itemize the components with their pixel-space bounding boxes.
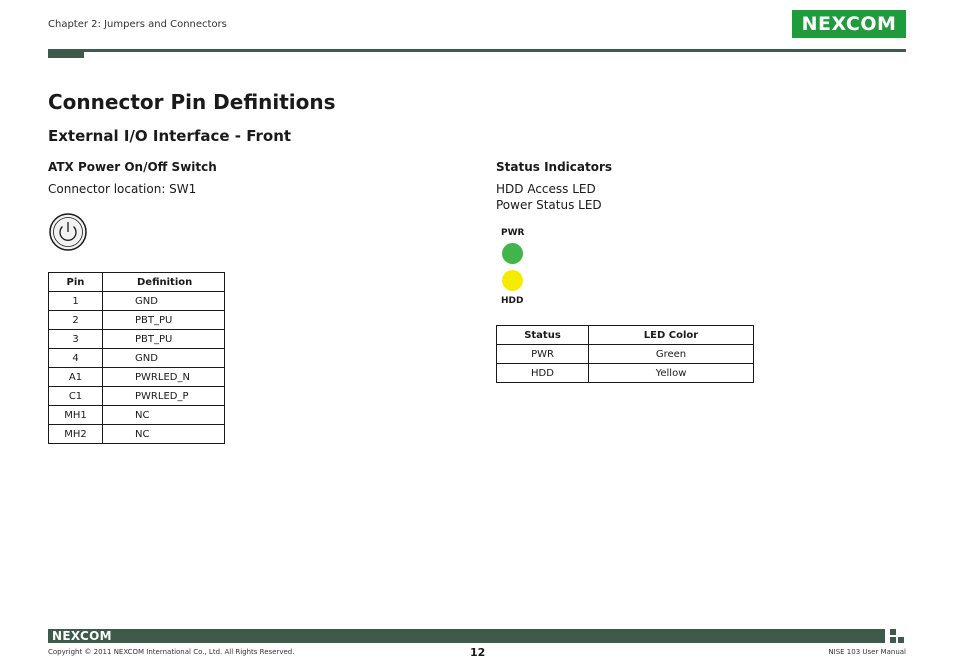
led-color-column-header: LED Color	[589, 326, 754, 345]
table-row	[49, 330, 225, 349]
pin-cell: A1	[49, 368, 103, 387]
table-row	[49, 368, 225, 387]
atx-switch-heading: ATX Power On/Off Switch	[48, 160, 217, 174]
chapter-heading: Chapter 2: Jumpers and Connectors	[48, 19, 227, 30]
table-row	[49, 425, 225, 444]
led-color-cell: Green	[589, 345, 754, 364]
table-row	[49, 349, 225, 368]
status-cell: PWR	[497, 345, 589, 364]
hdd-access-led-text: HDD Access LED	[496, 182, 596, 196]
header-divider	[48, 49, 906, 52]
table-row	[49, 311, 225, 330]
pin-column-header: Pin	[49, 273, 103, 292]
pin-cell: MH2	[49, 425, 103, 444]
status-indicators-heading: Status Indicators	[496, 160, 613, 174]
table-row	[497, 345, 754, 364]
pin-cell: MH1	[49, 406, 103, 425]
nexcom-logo	[792, 10, 906, 38]
footer-bar	[48, 629, 885, 643]
power-status-led-text: Power Status LED	[496, 198, 602, 212]
footer-squares-icon	[890, 629, 906, 643]
definition-cell: PBT_PU	[103, 311, 225, 330]
table-header-row	[49, 273, 225, 292]
definition-cell: PWRLED_N	[103, 368, 225, 387]
section-title: External I/O Interface - Front	[48, 127, 292, 145]
definition-cell: PWRLED_P	[103, 387, 225, 406]
copyright-text: Copyright © 2011 NEXCOM International Co., Ltd. All Rights Reserved.	[48, 648, 295, 656]
logo-text: NEXCOM	[801, 13, 897, 35]
pin-cell: 2	[49, 311, 103, 330]
definition-cell: GND	[103, 292, 225, 311]
pin-definition-table	[48, 272, 225, 444]
header-accent-block	[48, 49, 84, 58]
table-row	[49, 406, 225, 425]
hdd-led-label: HDD	[501, 296, 524, 306]
table-row	[49, 387, 225, 406]
pwr-led-label: PWR	[501, 228, 525, 238]
pin-cell: 1	[49, 292, 103, 311]
power-icon	[48, 212, 88, 252]
page-title: Connector Pin Definitions	[48, 90, 336, 114]
table-row	[49, 292, 225, 311]
definition-cell: NC	[103, 406, 225, 425]
manual-name: NISE 103 User Manual	[828, 648, 906, 656]
table-row	[497, 364, 754, 383]
hdd-led-indicator	[502, 270, 523, 291]
pwr-led-indicator	[502, 243, 523, 264]
status-column-header: Status	[497, 326, 589, 345]
footer-logo: NEXCOM	[52, 629, 112, 643]
status-cell: HDD	[497, 364, 589, 383]
page-number: 12	[470, 646, 486, 659]
definition-cell: PBT_PU	[103, 330, 225, 349]
pin-cell: C1	[49, 387, 103, 406]
connector-location: Connector location: SW1	[48, 182, 197, 196]
led-color-cell: Yellow	[589, 364, 754, 383]
pin-cell: 3	[49, 330, 103, 349]
pin-cell: 4	[49, 349, 103, 368]
led-status-table	[496, 325, 754, 383]
table-header-row	[497, 326, 754, 345]
definition-cell: GND	[103, 349, 225, 368]
definition-cell: NC	[103, 425, 225, 444]
definition-column-header: Definition	[103, 273, 225, 292]
